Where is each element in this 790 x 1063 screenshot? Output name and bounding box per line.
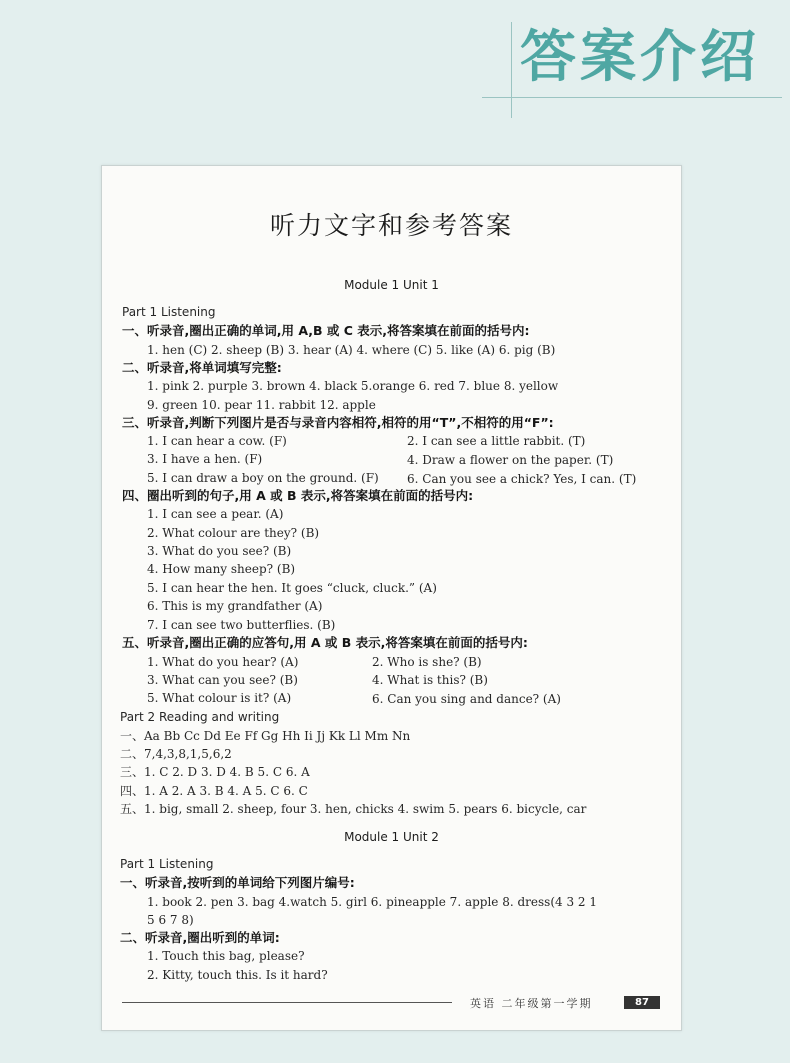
page-number: 87 — [624, 996, 660, 1009]
unit2-q1-line2: 5 6 7 8) — [147, 913, 194, 927]
footer-subject: 英语 二年级第一学期 — [470, 997, 593, 1010]
unit1-part2-answer1: 一、Aa Bb Cc Dd Ee Ff Gg Hh Ii Jj Kk Ll Mm Nn — [120, 729, 411, 743]
unit1-q5-item4: 4. What is this? (B) — [372, 673, 488, 687]
unit1-q3-item6: 6. Can you see a chick? Yes, I can. (T) — [407, 472, 637, 486]
answer-page — [101, 165, 682, 1031]
unit1-q5-item6: 6. Can you sing and dance? (A) — [372, 692, 561, 706]
unit1-q2-line2: 9. green 10. pear 11. rabbit 12. apple — [147, 398, 376, 412]
unit2-q2-title: 二、听录音,圈出听到的单词: — [120, 930, 280, 945]
unit2-q2-item: 2. Kitty, touch this. Is it hard? — [147, 968, 328, 982]
header-title: 答案介绍 — [520, 25, 760, 90]
unit1-part2-answer3: 三、1. C 2. D 3. D 4. B 5. C 6. A — [120, 765, 310, 779]
footer-rule — [122, 1002, 452, 1003]
unit1-q2-title: 二、听录音,将单词填写完整: — [122, 360, 282, 375]
unit2-q1-title: 一、听录音,按听到的单词给下列图片编号: — [120, 875, 355, 890]
unit1-q4-item: 1. I can see a pear. (A) — [147, 507, 284, 521]
document-title: 听力文字和参考答案 — [269, 211, 513, 240]
unit1-q5-item3: 3. What can you see? (B) — [147, 673, 298, 687]
unit1-heading: Module 1 Unit 1 — [344, 278, 439, 292]
unit1-q5-title: 五、听录音,圈出正确的应答句,用 A 或 B 表示,将答案填在前面的括号内: — [122, 635, 528, 650]
unit1-part2-title: Part 2 Reading and writing — [120, 710, 280, 724]
unit1-q4-item: 4. How many sheep? (B) — [147, 562, 296, 576]
unit1-q4-item: 7. I can see two butterflies. (B) — [147, 618, 336, 632]
unit1-part2-answer2: 二、7,4,3,8,1,5,6,2 — [120, 747, 232, 761]
unit2-q2-item: 1. Touch this bag, please? — [147, 949, 305, 963]
unit1-q2-line1: 1. pink 2. purple 3. brown 4. black 5.orange 6. red 7. blue 8. yellow — [147, 379, 559, 393]
unit1-q3-item3: 3. I have a hen. (F) — [147, 452, 263, 466]
header-horizontal-rule — [482, 97, 782, 98]
unit1-q3-item1: 1. I can hear a cow. (F) — [147, 434, 287, 448]
unit1-q3-item4: 4. Draw a flower on the paper. (T) — [407, 453, 614, 467]
unit1-part1-title: Part 1 Listening — [122, 305, 216, 319]
unit1-part2-answer5: 五、1. big, small 2. sheep, four 3. hen, chicks 4. swim 5. pears 6. bicycle, car — [120, 802, 587, 816]
header-vertical-rule — [511, 22, 512, 118]
unit2-q1-line1: 1. book 2. pen 3. bag 4.watch 5. girl 6. pineapple 7. apple 8. dress(4 3 2 1 — [147, 895, 597, 909]
unit1-q4-item: 3. What do you see? (B) — [147, 544, 292, 558]
unit2-heading: Module 1 Unit 2 — [344, 830, 439, 844]
unit1-q4-item: 6. This is my grandfather (A) — [147, 599, 323, 613]
unit1-q1-answers: 1. hen (C) 2. sheep (B) 3. hear (A) 4. where (C) 5. like (A) 6. pig (B) — [147, 343, 556, 357]
unit2-part1-title: Part 1 Listening — [120, 857, 214, 871]
unit1-q3-item5: 5. I can draw a boy on the ground. (F) — [147, 471, 379, 485]
unit1-q4-item: 2. What colour are they? (B) — [147, 526, 320, 540]
unit1-q4-title: 四、圈出听到的句子,用 A 或 B 表示,将答案填在前面的括号内: — [122, 488, 474, 503]
unit1-part2-answer4: 四、1. A 2. A 3. B 4. A 5. C 6. C — [120, 784, 308, 798]
unit1-q1-title: 一、听录音,圈出正确的单词,用 A,B 或 C 表示,将答案填在前面的括号内: — [122, 323, 530, 338]
unit1-q5-item1: 1. What do you hear? (A) — [147, 655, 299, 669]
unit1-q4-item: 5. I can hear the hen. It goes “cluck, cluck.” (A) — [147, 581, 437, 595]
unit1-q3-title: 三、听录音,判断下列图片是否与录音内容相符,相符的用“T”,不相符的用“F”: — [122, 415, 554, 430]
unit1-q5-item5: 5. What colour is it? (A) — [147, 691, 292, 705]
unit1-q5-item2: 2. Who is she? (B) — [372, 655, 482, 669]
unit1-q3-item2: 2. I can see a little rabbit. (T) — [407, 434, 586, 448]
